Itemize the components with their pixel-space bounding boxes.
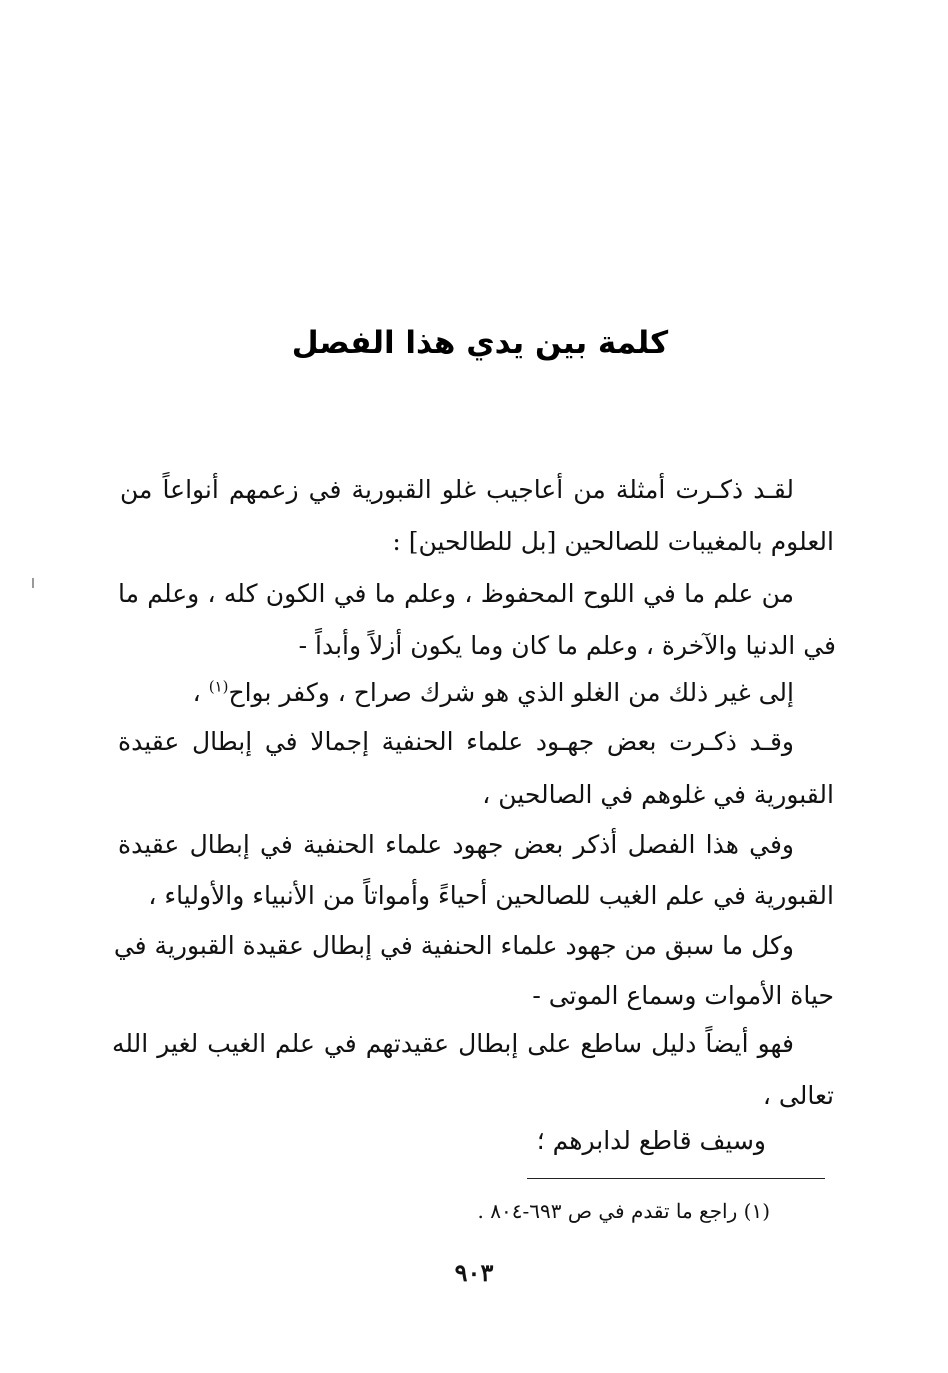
paragraph-line: حياة الأموات وسماع الموتى - xyxy=(532,981,834,1010)
paragraph-line: القبورية في غلوهم في الصالحين ، xyxy=(482,780,834,809)
footnote-divider xyxy=(527,1178,825,1179)
paragraph-line: في الدنيا والآخرة ، وعلم ما كان وما يكون أزلاً وأبداً - xyxy=(298,631,836,660)
paragraph-line xyxy=(180,673,794,713)
chapter-heading: كلمة بين يدي هذا الفصل xyxy=(291,325,669,361)
paragraph-line: فهو أيضاً دليل ساطع على إبطال عقيدتهم في علم الغيب لغير الله xyxy=(112,1029,794,1058)
footnote-reference: (١) xyxy=(208,677,229,696)
scan-speck xyxy=(32,578,34,588)
page-number: ٩٠٣ xyxy=(454,1258,494,1287)
paragraph-line: تعالى ، xyxy=(762,1081,834,1110)
paragraph-line: من علم ما في اللوح المحفوظ ، وعلم ما في الكون كله ، وعلم ما xyxy=(118,579,794,608)
footnote: (١) راجع ما تقدم في ص ٦٩٣-٨٠٤ . xyxy=(477,1199,770,1223)
paragraph-line: العلوم بالمغيبات للصالحين [بل للطالحين] : xyxy=(392,527,834,556)
paragraph-text: إلى غير ذلك من الغلو الذي هو شرك صراح ، وكفر بواح xyxy=(228,678,794,707)
paragraph-line: القبورية في علم الغيب للصالحين أحياءً وأمواتاً من الأنبياء والأولياء ، xyxy=(148,881,834,910)
paragraph-line: لقـد ذكـرت أمثلة من أعاجيب غلو القبورية في زعمهم أنواعاً من xyxy=(120,475,794,504)
paragraph-line: وقـد ذكـرت بعض جهـود علماء الحنفية إجمالا في إبطال عقيدة xyxy=(118,727,794,756)
paragraph-line: وكل ما سبق من جهود علماء الحنفية في إبطال عقيدة القبورية في xyxy=(113,931,794,960)
paragraph-line: وسيف قاطع لدابرهم ؛ xyxy=(536,1126,766,1155)
paragraph-line: وفي هذا الفصل أذكر بعض جهود علماء الحنفية في إبطال عقيدة xyxy=(118,830,794,859)
paragraph-text: ، xyxy=(192,678,209,707)
